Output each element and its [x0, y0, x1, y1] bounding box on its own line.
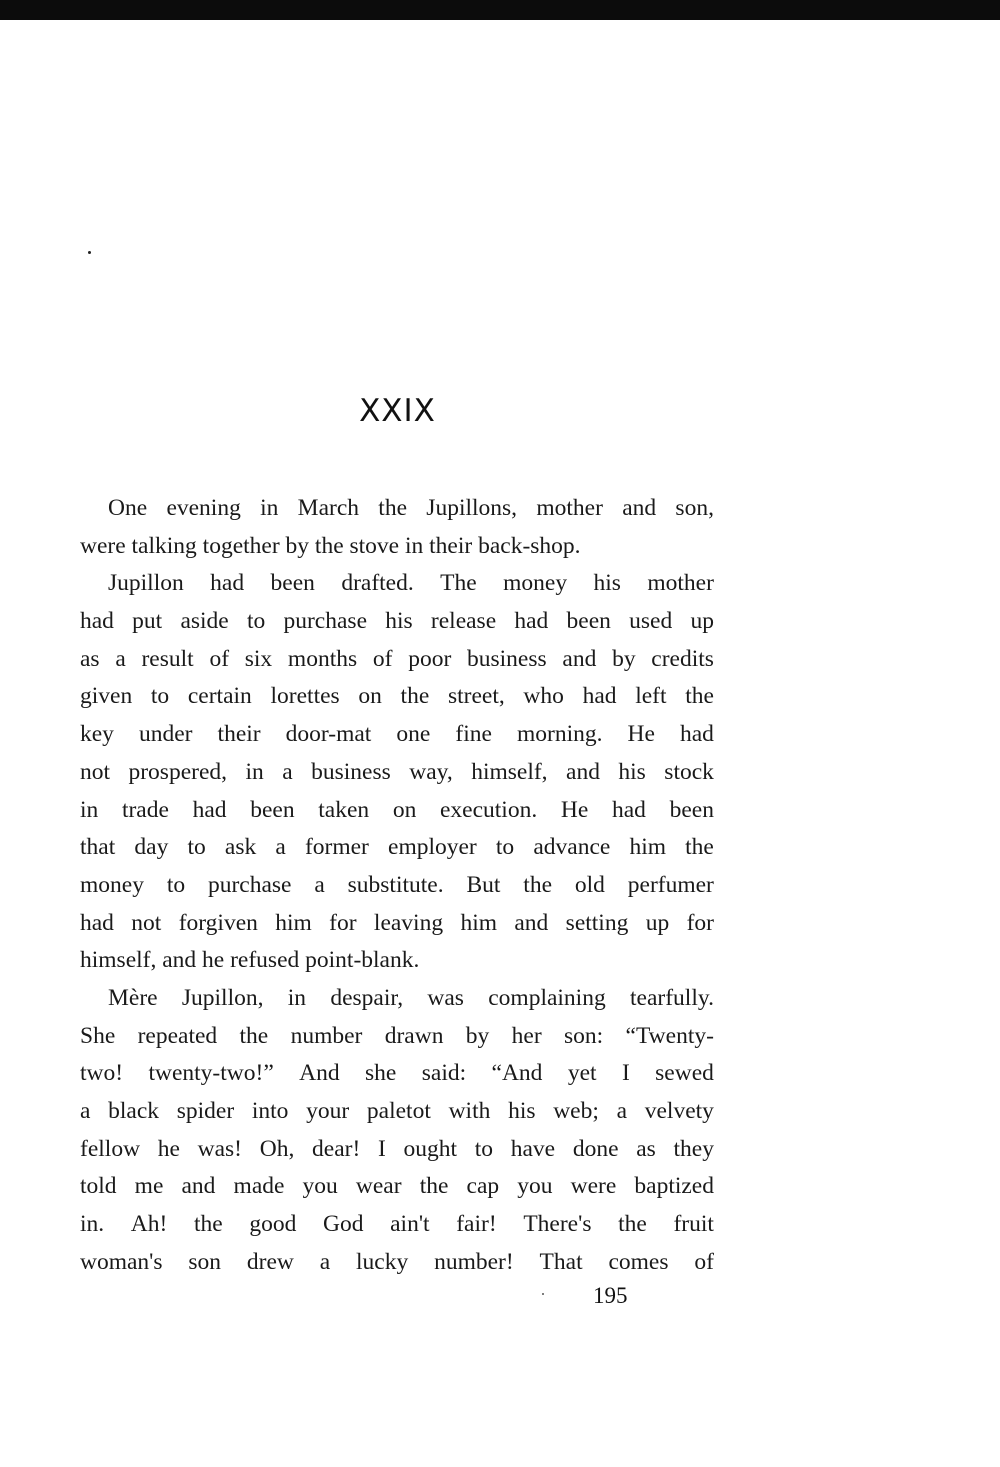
text-line — [80, 1244, 714, 1282]
word: in — [80, 796, 99, 823]
word: forgiven — [178, 909, 258, 936]
word: a — [616, 1098, 628, 1124]
word: me — [134, 1173, 164, 1200]
word: in — [287, 984, 307, 1011]
word: result — [141, 645, 194, 672]
word: morning. — [516, 721, 603, 748]
word: up — [645, 909, 670, 936]
word: One — [108, 495, 148, 521]
word: That — [539, 1248, 583, 1275]
chapter-heading: XXIX — [359, 393, 436, 429]
text-line — [80, 1018, 714, 1056]
page-number: 195 — [593, 1283, 628, 1308]
word: to — [246, 608, 266, 635]
word: him — [275, 909, 312, 936]
word: fair! — [456, 1211, 497, 1238]
word: drew — [246, 1248, 294, 1275]
word: and — [181, 1173, 216, 1200]
word: into — [251, 1098, 289, 1124]
word: door-mat — [285, 721, 372, 748]
word: lucky — [356, 1248, 409, 1275]
text-line — [80, 565, 714, 603]
word: tearfully. — [630, 984, 714, 1011]
word: number! — [434, 1248, 514, 1275]
word: former — [304, 834, 369, 861]
word: drawn — [384, 1022, 444, 1049]
word: advance — [533, 834, 611, 861]
word: she — [365, 1060, 397, 1087]
word: six — [244, 645, 273, 672]
text-line — [80, 1131, 714, 1169]
scan-speck — [542, 1293, 544, 1295]
word: fruit — [673, 1211, 714, 1238]
word: lorettes — [270, 683, 340, 710]
word: who — [523, 683, 564, 710]
word: Mère — [108, 984, 158, 1011]
word: wear — [355, 1173, 402, 1200]
word: mother — [647, 570, 714, 597]
word: his — [385, 608, 413, 635]
body-text — [80, 490, 714, 1281]
word: ain't — [390, 1211, 430, 1238]
word: complaining — [488, 984, 606, 1011]
word: day — [134, 834, 169, 861]
word: you — [302, 1173, 338, 1200]
word: setting — [565, 909, 629, 936]
word: had — [611, 796, 646, 823]
word: The — [440, 570, 477, 597]
word: told — [80, 1173, 117, 1200]
word: on — [392, 796, 417, 823]
text-line — [80, 829, 714, 867]
word: his — [593, 570, 621, 597]
word: good — [249, 1211, 297, 1238]
word: left — [635, 683, 667, 710]
word: sewed — [655, 1060, 714, 1087]
text-line — [80, 716, 714, 754]
word: purchase — [283, 608, 367, 635]
word: his — [508, 1098, 536, 1124]
text-line: were talking together by the stove in their back-shop. — [80, 532, 581, 559]
word: He — [560, 796, 589, 823]
word: “And — [491, 1060, 543, 1087]
word: drafted. — [341, 570, 414, 597]
word: despair, — [330, 984, 404, 1011]
word: the — [685, 683, 714, 710]
word: employer — [388, 834, 477, 861]
word: twenty-two!” — [148, 1060, 274, 1087]
word: they — [673, 1135, 714, 1162]
text-line — [80, 905, 714, 943]
word: have — [510, 1135, 556, 1162]
word: mother — [536, 495, 603, 521]
word: business — [311, 758, 391, 785]
word: had — [80, 909, 114, 936]
word: been — [566, 608, 611, 635]
text-line — [80, 641, 714, 679]
word: with — [448, 1098, 491, 1124]
word: had — [582, 683, 617, 710]
word: given — [80, 683, 133, 710]
word: old — [574, 871, 605, 898]
word: made — [233, 1173, 285, 1200]
word: your — [306, 1098, 350, 1124]
word: in — [245, 758, 264, 785]
word: And — [299, 1060, 340, 1087]
word: on — [358, 683, 382, 710]
word: evening — [166, 495, 241, 521]
word: had — [192, 796, 227, 823]
word: of — [694, 1248, 714, 1275]
word: and — [566, 758, 600, 785]
word: had — [80, 608, 114, 635]
word: a — [275, 834, 286, 861]
word: I — [378, 1135, 386, 1162]
word: velvety — [644, 1098, 714, 1124]
word: to — [474, 1135, 494, 1162]
word: son: — [564, 1022, 604, 1049]
word: Ah! — [130, 1211, 168, 1238]
word: There's — [523, 1211, 592, 1238]
text-line — [80, 603, 714, 641]
word: in — [260, 495, 279, 521]
word: been — [669, 796, 714, 823]
word: execution. — [439, 796, 538, 823]
word: money — [503, 570, 568, 597]
word: had — [679, 721, 714, 748]
word: a — [115, 645, 126, 672]
word: him — [460, 909, 498, 936]
word: taken — [318, 796, 370, 823]
word: him — [629, 834, 667, 861]
word: certain — [187, 683, 252, 710]
word: woman's — [80, 1248, 163, 1275]
word: repeated — [137, 1022, 218, 1049]
word: comes — [608, 1248, 669, 1275]
word: her — [511, 1022, 542, 1049]
word: for — [686, 909, 714, 936]
word: used — [629, 608, 673, 635]
word: in. — [80, 1211, 105, 1238]
word: months — [287, 645, 358, 672]
word: black — [108, 1098, 160, 1124]
word: as — [80, 645, 100, 672]
word: were — [570, 1173, 617, 1200]
word: by — [612, 645, 636, 672]
text-line — [80, 867, 714, 905]
text-line: himself, and he refused point-blank. — [80, 947, 420, 974]
word: a — [319, 1248, 331, 1275]
word: you — [517, 1173, 553, 1200]
word: the — [378, 495, 408, 521]
word: spider — [176, 1098, 235, 1124]
word: I — [621, 1060, 630, 1087]
word: son, — [675, 495, 714, 521]
text-line — [80, 1168, 714, 1206]
word: as — [636, 1135, 656, 1162]
word: their — [217, 721, 261, 748]
word: poor — [408, 645, 452, 672]
scan-top-border — [0, 0, 1000, 20]
text-line — [80, 754, 714, 792]
word: perfumer — [627, 871, 714, 898]
word: baptized — [634, 1173, 714, 1200]
text-line — [80, 1055, 714, 1093]
word: the — [400, 683, 430, 710]
text-line — [80, 1093, 714, 1131]
word: the — [239, 1022, 269, 1049]
word: stock — [664, 758, 714, 785]
word: aside — [180, 608, 229, 635]
word: one — [396, 721, 431, 748]
word: and — [622, 495, 657, 521]
word: to — [150, 683, 170, 710]
word: yet — [567, 1060, 597, 1087]
word: under — [138, 721, 193, 748]
word: his — [618, 758, 646, 785]
word: number — [290, 1022, 363, 1049]
word: paletot — [366, 1098, 431, 1124]
word: fine — [455, 721, 492, 748]
word: had — [514, 608, 549, 635]
word: been — [250, 796, 295, 823]
word: was! — [197, 1135, 243, 1162]
word: street, — [447, 683, 505, 710]
word: of — [372, 645, 393, 672]
word: not — [80, 758, 111, 785]
word: of — [209, 645, 230, 672]
word: She — [80, 1022, 116, 1049]
word: and — [562, 645, 597, 672]
text-line — [80, 678, 714, 716]
word: web; — [553, 1098, 599, 1124]
word: substitute. — [347, 871, 444, 898]
word: put — [132, 608, 163, 635]
word: March — [297, 495, 360, 521]
word: He — [627, 721, 655, 748]
word: the — [685, 834, 714, 861]
word: purchase — [207, 871, 292, 898]
word: release — [430, 608, 497, 635]
word: money — [80, 871, 144, 898]
scan-speck — [88, 251, 91, 254]
word: a — [80, 1098, 91, 1124]
word: by — [465, 1022, 490, 1049]
word: said: — [421, 1060, 467, 1087]
word: Jupillon — [108, 570, 184, 597]
word: But — [466, 871, 501, 898]
word: that — [80, 834, 116, 861]
word: the — [419, 1173, 449, 1200]
word: himself, — [471, 758, 548, 785]
word: had — [210, 570, 245, 597]
word: credits — [651, 645, 714, 672]
word: a — [282, 758, 293, 785]
word: two! — [80, 1060, 124, 1087]
text-line — [80, 792, 714, 830]
word: way, — [409, 758, 453, 785]
word: Oh, — [259, 1135, 295, 1162]
word: been — [270, 570, 315, 597]
word: a — [314, 871, 325, 898]
word: done — [572, 1135, 619, 1162]
word: leaving — [373, 909, 444, 936]
word: Jupillon, — [181, 984, 264, 1011]
word: son — [188, 1248, 222, 1275]
word: for — [329, 909, 357, 936]
text-line — [80, 1206, 714, 1244]
word: not — [131, 909, 162, 936]
word: the — [193, 1211, 223, 1238]
word: “Twenty- — [625, 1022, 714, 1049]
word: was — [427, 984, 464, 1011]
word: to — [166, 871, 186, 898]
text-line — [80, 980, 714, 1018]
word: up — [690, 608, 714, 635]
word: key — [80, 721, 114, 748]
word: ask — [224, 834, 257, 861]
word: to — [495, 834, 515, 861]
word: cap — [466, 1173, 500, 1200]
word: fellow — [80, 1135, 141, 1162]
word: the — [618, 1211, 647, 1238]
text-line — [80, 490, 714, 528]
word: to — [187, 834, 206, 861]
word: dear! — [312, 1135, 361, 1162]
word: business — [467, 645, 547, 672]
word: trade — [121, 796, 169, 823]
word: Jupillons, — [426, 495, 518, 521]
word: the — [523, 871, 553, 898]
word: he — [157, 1135, 180, 1162]
word: prospered, — [128, 758, 228, 785]
word: God — [322, 1211, 364, 1238]
word: ought — [403, 1135, 458, 1162]
word: and — [514, 909, 549, 936]
